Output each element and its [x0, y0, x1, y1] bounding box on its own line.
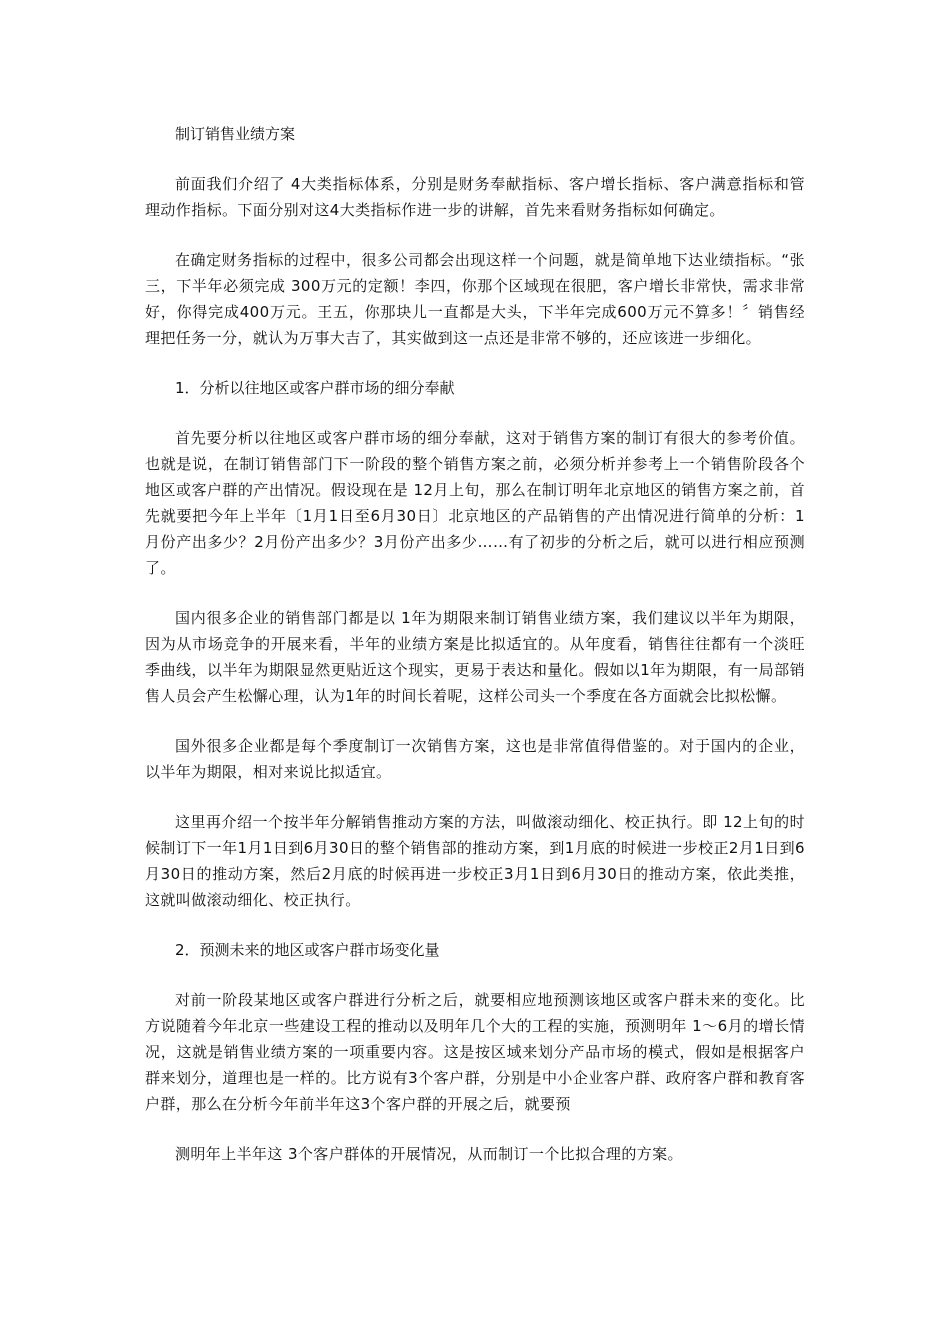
intro-paragraph-2: 在确定财务指标的过程中，很多公司都会出现这样一个问题，就是简单地下达业绩指标。“张三，下半年必须完成 300万元的定额！李四，你那个区域现在很肥，客户增长非常快，需求非常好，你得完成400万元。王五，你那块儿一直都是大头，下半年完成600万元不算多！〞销售经理把任务一分，就认为万事大吉了，其实做到这一点还是非常不够的，还应该进一步细化。: [145, 251, 805, 347]
section-1-paragraph-4: 这里再介绍一个按半年分解销售推动方案的方法，叫做滚动细化、校正执行。即 12上旬的时候制订下一年1月1日到6月30日的整个销售部的推动方案，到1月底的时候进一步校正2月1日到6月30日的推动方案，然后2月底的时候再进一步校正3月1日到6月30日的推动方案，依此类推，这就叫做滚动细化、校正执行。: [145, 813, 805, 909]
intro-paragraph-1: 前面我们介绍了 4大类指标体系，分别是财务奉献指标、客户增长指标、客户满意指标和管理动作指标。下面分别对这4大类指标作进一步的讲解，首先来看财务指标如何确定。: [145, 175, 805, 219]
document-title: 制订销售业绩方案: [175, 125, 296, 143]
section-2-paragraph-2: 测明年上半年这 3个客户群体的开展情况，从而制订一个比拟合理的方案。: [175, 1145, 683, 1163]
section-2-paragraph-1: 对前一阶段某地区或客户群进行分析之后，就要相应地预测该地区或客户群未来的变化。比方说随着今年北京一些建设工程的推动以及明年几个大的工程的实施，预测明年 1～6月的增长情况，这就是销售业绩方案的一项重要内容。这是按区域来划分产品市场的模式，假如是根据客户群来划分，道理也是一样的。比方说有3个客户群，分别是中小企业客户群、政府客户群和教育客户群，那么在分析今年前半年这3个客户群的开展之后，就要预: [145, 991, 805, 1113]
section-2-heading: 2．预测未来的地区或客户群市场变化量: [175, 941, 440, 959]
section-1-heading: 1．分析以往地区或客户群市场的细分奉献: [175, 379, 455, 397]
section-1-paragraph-1: 首先要分析以往地区或客户群市场的细分奉献，这对于销售方案的制订有很大的参考价值。也就是说，在制订销售部门下一阶段的整个销售方案之前，必须分析并参考上一个销售阶段各个地区或客户群的产出情况。假设现在是 12月上旬，那么在制订明年北京地区的销售方案之前，首先就要把今年上半年〔1月1日至6月30日〕北京地区的产品销售的产出情况进行简单的分析：1月份产出多少？2月份产出多少？3月份产出多少……有了初步的分析之后，就可以进行相应预测了。: [145, 429, 805, 577]
section-1-paragraph-2: 国内很多企业的销售部门都是以 1年为期限来制订销售业绩方案，我们建议以半年为期限，因为从市场竞争的开展来看，半年的业绩方案是比拟适宜的。从年度看，销售往往都有一个淡旺季曲线，以半年为期限显然更贴近这个现实，更易于表达和量化。假如以1年为期限，有一局部销售人员会产生松懈心理，认为1年的时间长着呢，这样公司头一个季度在各方面就会比拟松懈。: [145, 609, 805, 705]
document-page: [145, 121, 805, 1191]
section-1-paragraph-3: 国外很多企业都是每个季度制订一次销售方案，这也是非常值得借鉴的。对于国内的企业，以半年为期限，相对来说比拟适宜。: [145, 737, 805, 781]
